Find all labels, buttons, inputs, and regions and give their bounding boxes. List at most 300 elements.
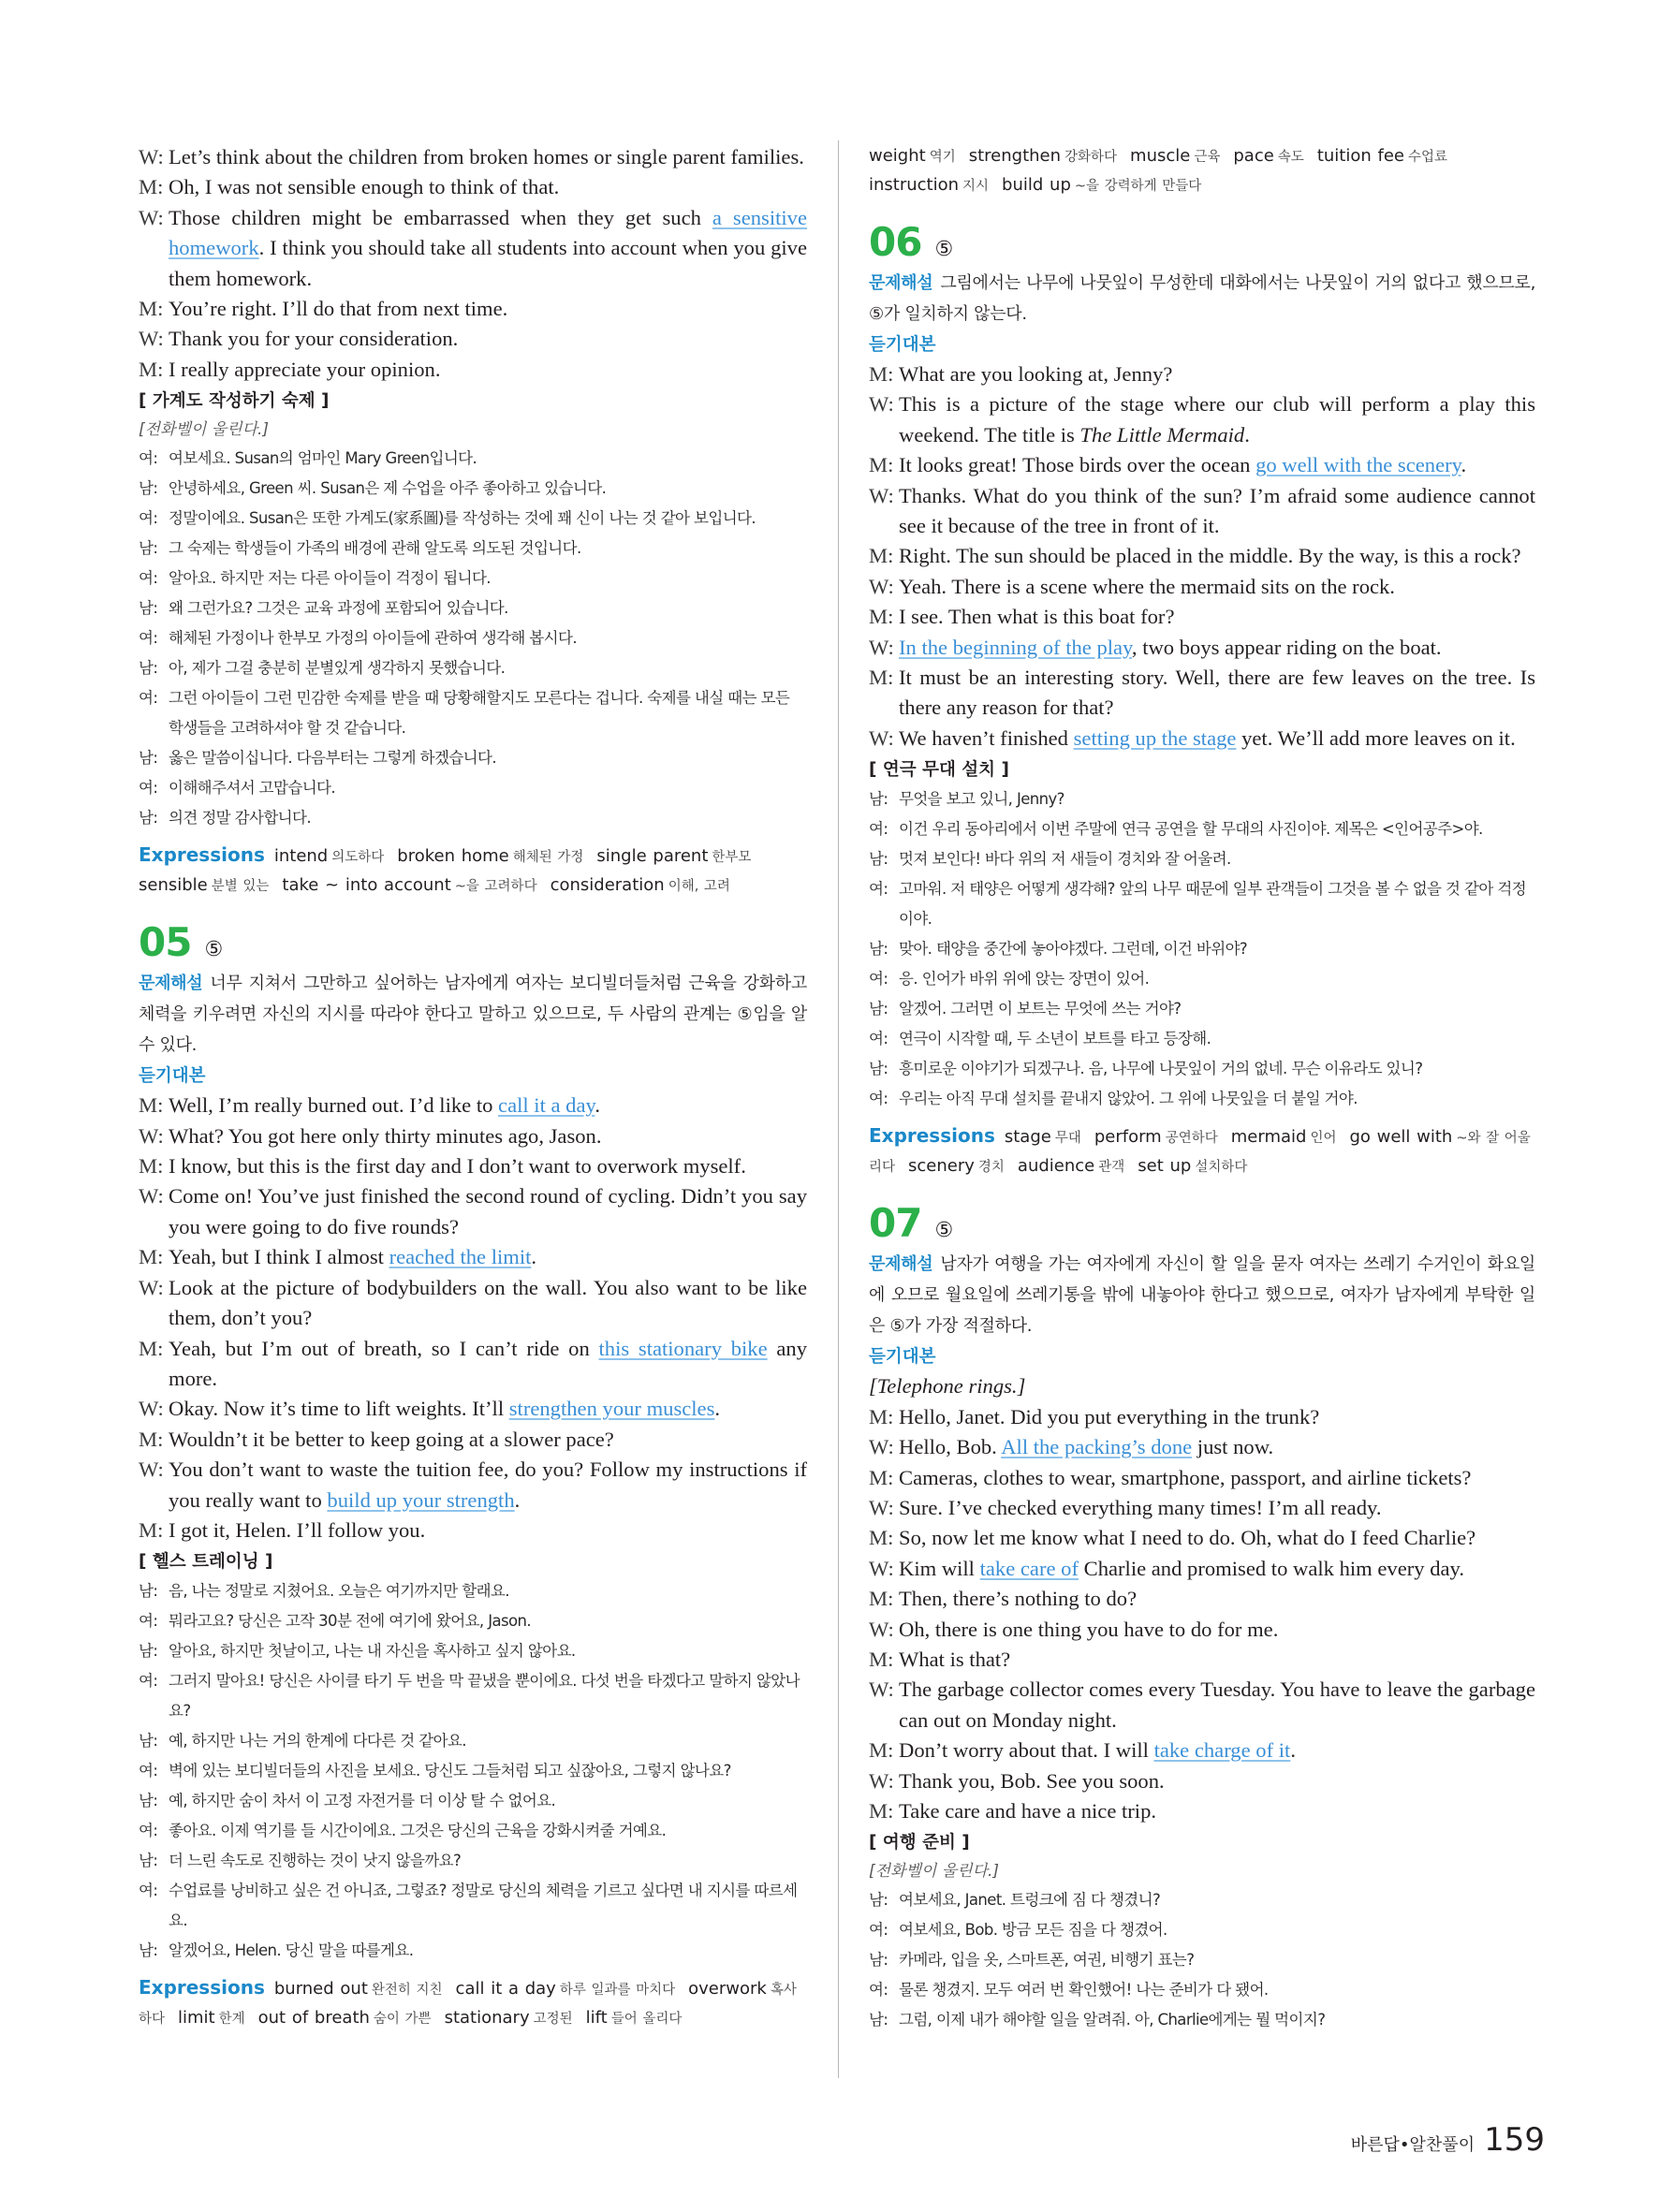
translation-text: 알아요, 하지만 첫날이고, 나는 내 자신을 혹사하고 싶지 않아요. <box>169 1642 576 1661</box>
dialogue-text: In the beginning of the play, two boys appear riding on the boat. <box>899 635 1442 659</box>
dialogue-line <box>139 294 807 324</box>
translation-text: 이건 우리 동아리에서 이번 주말에 연극 공연을 할 무대의 사진이야. 제목은 <인어공주>야. <box>899 820 1483 839</box>
translation-text: 그러지 말아요! 당신은 사이클 타기 두 번을 막 끝냈을 뿐이에요. 다섯 번을 타겠다고 말하지 않았나요? <box>169 1672 800 1721</box>
dialogue-line <box>869 481 1535 542</box>
dialogue-text: The garbage collector comes every Tuesday. You have to leave the garbage can out on Monday night. <box>899 1677 1535 1732</box>
dialogue-text: Don’t worry about that. I will take charge of it. <box>899 1738 1296 1763</box>
column-divider <box>838 140 839 2078</box>
expression-term: go well with <box>1349 1127 1453 1148</box>
translation-line <box>869 1084 1535 1114</box>
q07-translation-title: [ 여행 준비 ] <box>869 1833 970 1853</box>
translation-text: 우리는 아직 무대 설치를 끝내지 않았어. 그 위에 나뭇잎을 더 붙일 거야. <box>899 1090 1358 1108</box>
speaker-label: M: <box>139 1517 164 1542</box>
explanation-text: 너무 지쳐서 그만하고 싶어하는 남자에게 여자는 보디빌더들처럼 근육을 강화하고 체력을 키우려면 자신의 지시를 따라야 한다고 말하고 있으므로, 두 사람의 관계는 ⑤임을 알 수 있다. <box>139 974 807 1056</box>
translation-text: 수업료를 낭비하고 싶은 건 아니죠, 그렇죠? 정말로 당신의 체력을 기르고 싶다면 내 지시를 따르세요. <box>169 1882 798 1930</box>
underlined-phrase: All the packing’s done <box>1001 1435 1193 1459</box>
q05-dialogue <box>139 1091 807 1545</box>
translation-text: 맞아. 태양을 중간에 놓아야겠다. 그런데, 이건 바위야? <box>899 940 1248 959</box>
translation-line <box>139 803 807 833</box>
dialogue-text: I know, but this is the first day and I don’t want to overwork myself. <box>169 1154 746 1179</box>
dialogue-line <box>139 1273 807 1334</box>
expression-meaning: 무대 <box>1054 1131 1081 1147</box>
translation-line <box>869 1054 1535 1084</box>
speaker-label: M: <box>869 362 894 386</box>
translation-text: 연극이 시작할 때, 두 소년이 보트를 타고 등장해. <box>899 1030 1211 1048</box>
speaker-label: M: <box>869 1526 894 1550</box>
q07-stage-direction: [Telephone rings.] <box>869 1374 1026 1399</box>
underlined-phrase: reached the limit <box>389 1245 532 1269</box>
expression-term: set up <box>1138 1156 1192 1177</box>
translation-text: 알아요. 하지만 저는 다른 아이들이 걱정이 됩니다. <box>169 569 491 588</box>
dialogue-line <box>139 1334 807 1395</box>
expression-meaning: 지시 <box>962 179 990 194</box>
dialogue-text: It looks great! Those birds over the ocean go well with the scenery. <box>899 453 1467 477</box>
dialogue-text: Thanks. What do you think of the sun? I’m afraid some audience cannot see it because of the tree in front of it. <box>899 483 1535 538</box>
footer-title: 바른답•알찬풀이 <box>1350 2135 1475 2155</box>
dialogue-line <box>869 602 1535 632</box>
speaker-label: W: <box>869 1556 894 1580</box>
expression-term: strengthen <box>968 146 1062 166</box>
expression-meaning: 관객 <box>1098 1160 1125 1176</box>
translation-line <box>869 934 1535 964</box>
dialogue-line <box>869 541 1535 571</box>
q07-translation <box>869 1885 1535 2035</box>
speaker-label: W: <box>139 1123 164 1148</box>
expression-meaning: 의도하다 <box>331 850 385 866</box>
translation-text: 알겠어요, Helen. 당신 말을 따를게요. <box>169 1941 414 1960</box>
expression-meaning: ~와 잘 어울리다 <box>869 1131 1531 1176</box>
dialogue-text: What? You got here only thirty minutes ago, Jason. <box>169 1123 602 1148</box>
underlined-phrase: strengthen your muscles <box>508 1397 715 1421</box>
dialogue-line <box>139 324 807 354</box>
translation-text: 뭐라고요? 당신은 고작 30분 전에 여기에 왔어요, Jason. <box>169 1612 531 1631</box>
dialogue-line <box>869 1766 1535 1796</box>
question-number: 06 <box>869 219 922 265</box>
speaker-label: M: <box>139 1427 164 1451</box>
speaker-label: 남: <box>139 749 158 768</box>
expression-term: instruction <box>869 175 960 195</box>
underlined-phrase: In the beginning of the play <box>899 635 1132 659</box>
translation-line <box>869 784 1535 814</box>
dialogue-line <box>869 1402 1535 1432</box>
dialogue-line <box>139 1242 807 1272</box>
speaker-label: 여: <box>139 1762 158 1780</box>
speaker-label: M: <box>869 453 894 477</box>
speaker-label: W: <box>869 1677 894 1702</box>
expression-term: sensible <box>139 875 208 896</box>
dialogue-text: Then, there’s nothing to do? <box>899 1587 1138 1611</box>
translation-text: 그런 아이들이 그런 민감한 숙제를 받을 때 당황해할지도 모른다는 겁니다. 숙제를 내실 때는 모든 학생들을 고려하셔야 할 것 같습니다. <box>169 689 790 738</box>
translation-text: 정말이에요. Susan은 또한 가계도(家系圖)를 작성하는 것에 꽤 신이 나는 것 같아 보입니다. <box>169 509 756 528</box>
speaker-label: W: <box>139 327 164 351</box>
expression-meaning: 수업료 <box>1407 150 1447 165</box>
expression-meaning: 경치 <box>977 1160 1005 1176</box>
speaker-label: 여: <box>869 1981 888 2000</box>
speaker-label: 여: <box>869 820 888 839</box>
translation-line <box>869 1915 1535 1945</box>
expression-term: intend <box>273 846 329 867</box>
explanation-label: 문제해설 <box>139 974 203 994</box>
speaker-label: W: <box>869 1768 894 1793</box>
speaker-label: M: <box>869 1738 894 1763</box>
speaker-label: M: <box>139 357 164 381</box>
q06-dialogue <box>869 359 1535 754</box>
speaker-label: 여: <box>869 1090 888 1108</box>
expression-meaning: 공연하다 <box>1165 1131 1218 1147</box>
expression-term: take ~ into account <box>282 875 451 896</box>
translation-line <box>139 683 807 743</box>
translation-text: 그럼, 이제 내가 해야할 일을 알려줘. 아, Charlie에게는 뭘 먹이지? <box>899 2011 1326 2029</box>
speaker-label: W: <box>869 574 894 598</box>
speaker-label: 남: <box>869 1891 888 1910</box>
underlined-phrase: call it a day <box>498 1093 595 1118</box>
expression-meaning: 이해, 고려 <box>668 879 730 895</box>
dialogue-line <box>139 1181 807 1242</box>
translation-text: 좋아요. 이제 역기를 들 시간이에요. 그것은 당신의 근육을 강화시켜줄 거예요. <box>169 1822 667 1840</box>
dialogue-text: Yeah. There is a scene where the mermaid sits on the rock. <box>899 574 1395 598</box>
expression-meaning: 혹사하다 <box>139 1983 797 2028</box>
translation-line <box>869 814 1535 844</box>
q04-translation-direction: [전화벨이 울린다.] <box>139 420 270 440</box>
dialogue-text: Hello, Janet. Did you put everything in the trunk? <box>899 1404 1320 1428</box>
dialogue-line <box>139 1425 807 1455</box>
speaker-label: 남: <box>139 659 158 678</box>
speaker-label: 여: <box>869 1030 888 1048</box>
translation-line <box>139 773 807 803</box>
speaker-label: M: <box>139 1336 164 1360</box>
expression-meaning: ~을 강력하게 만들다 <box>1074 179 1202 194</box>
dialogue-text: Wouldn’t it be better to keep going at a slower pace? <box>169 1427 614 1451</box>
script-label: 듣기대본 <box>869 335 936 355</box>
translation-text: 카메라, 입을 옷, 스마트폰, 여권, 비행기 표는? <box>899 1951 1195 1970</box>
speaker-label: 남: <box>869 850 888 869</box>
speaker-label: 남: <box>139 539 158 558</box>
speaker-label: 남: <box>869 2011 888 2029</box>
expression-term: audience <box>1017 1156 1095 1177</box>
dialogue-line <box>869 359 1535 389</box>
expression-meaning: 속도 <box>1277 150 1304 165</box>
speaker-label: 여: <box>869 880 888 899</box>
q05-translation-title: [ 헬스 트레이닝 ] <box>139 1552 273 1573</box>
dialogue-line <box>139 1455 807 1516</box>
translation-line <box>139 1876 807 1936</box>
speaker-label: 여: <box>139 1882 158 1900</box>
expression-meaning: 근육 <box>1194 150 1221 165</box>
translation-line <box>139 534 807 564</box>
translation-text: 그 숙제는 학생들이 가족의 배경에 관해 알도록 의도된 것입니다. <box>169 539 581 558</box>
dialogue-line <box>869 1615 1535 1645</box>
speaker-label: 여: <box>139 1612 158 1631</box>
speaker-label: M: <box>139 297 164 321</box>
answer-mark: ⑤ <box>934 238 954 261</box>
dialogue-line <box>139 1121 807 1151</box>
translation-text: 벽에 있는 보디빌더들의 사진을 보세요. 당신도 그들처럼 되고 싶잖아요, 그렇지 않나요? <box>169 1762 731 1780</box>
expression-term: call it a day <box>455 1979 556 2000</box>
translation-line <box>869 994 1535 1024</box>
speaker-label: 여: <box>869 1921 888 1940</box>
speaker-label: M: <box>139 1154 164 1179</box>
q05-expressions <box>139 1973 807 2033</box>
underlined-phrase: a sensitive homework <box>169 205 807 260</box>
dialogue-line <box>139 142 807 172</box>
dialogue-line <box>869 1645 1535 1675</box>
dialogue-text: Cameras, clothes to wear, smartphone, passport, and airline tickets? <box>899 1465 1472 1489</box>
speaker-label: 여: <box>139 779 158 798</box>
q04-dialogue <box>139 142 807 385</box>
translation-line <box>139 653 807 683</box>
expression-term: lift <box>585 2008 608 2029</box>
translation-text: 여보세요, Janet. 트렁크에 짐 다 챙겼니? <box>899 1891 1161 1910</box>
translation-line <box>139 1666 807 1726</box>
dialogue-line <box>869 1584 1535 1614</box>
translation-line <box>139 1936 807 1966</box>
expression-term: out of breath <box>257 2008 370 2029</box>
dialogue-line <box>139 1151 807 1181</box>
translation-line <box>139 1606 807 1636</box>
page-number: 159 <box>1484 2121 1545 2159</box>
translation-line <box>139 1576 807 1606</box>
expressions-label: Expressions <box>869 1124 995 1148</box>
speaker-label: 여: <box>139 449 158 468</box>
translation-line <box>139 1726 807 1756</box>
underlined-phrase: take care of <box>979 1556 1079 1580</box>
answer-mark: ⑤ <box>934 1219 954 1243</box>
speaker-label: 여: <box>139 569 158 588</box>
expression-meaning: 한계 <box>218 2012 245 2028</box>
translation-text: 해체된 가정이나 한부모 가정의 아이들에 관하여 생각해 봅시다. <box>169 629 577 648</box>
translation-text: 물론 챙겼지. 모두 여러 번 확인했어! 나는 준비가 다 됐어. <box>899 1981 1269 2000</box>
speaker-label: 남: <box>869 1000 888 1018</box>
expression-term: tuition fee <box>1316 146 1404 166</box>
dialogue-text: You’re right. I’ll do that from next time. <box>169 297 508 321</box>
translation-line <box>139 1756 807 1786</box>
expression-meaning: 하루 일과를 마치다 <box>559 1983 676 1999</box>
dialogue-text: Let’s think about the children from broken homes or single parent families. <box>169 145 804 168</box>
script-label: 듣기대본 <box>139 1066 206 1087</box>
q06-translation <box>869 784 1535 1114</box>
speaker-label: M: <box>869 1465 894 1489</box>
speaker-label: 남: <box>869 940 888 959</box>
q07-explanation <box>869 1249 1535 1341</box>
speaker-label: W: <box>869 635 894 659</box>
speaker-label: 남: <box>139 599 158 618</box>
dialogue-line <box>869 389 1535 450</box>
translation-text: 멋져 보인다! 바다 위의 저 새들이 경치와 잘 어울려. <box>899 850 1231 869</box>
dialogue-text: Kim will take care of Charlie and promised to walk him every day. <box>899 1556 1464 1580</box>
translation-line <box>139 1846 807 1876</box>
dialogue-text: Those children might be embarrassed when they get such a sensitive homework. I think you should take all students into account when you give them homework. <box>169 205 807 290</box>
dialogue-line <box>869 1796 1535 1826</box>
speaker-label: 남: <box>869 1951 888 1970</box>
expression-meaning: 해체된 가정 <box>512 850 584 866</box>
expression-meaning: ~을 고려하다 <box>454 879 537 895</box>
expression-term: overwork <box>688 1979 767 2000</box>
speaker-label: W: <box>869 1617 894 1641</box>
dialogue-text: I really appreciate your opinion. <box>169 357 441 381</box>
expression-term: scenery <box>908 1156 975 1177</box>
speaker-label: M: <box>869 666 894 690</box>
speaker-label: 남: <box>869 790 888 809</box>
dialogue-text: What are you looking at, Jenny? <box>899 362 1173 386</box>
right-column <box>869 142 1535 2035</box>
speaker-label: M: <box>139 175 164 199</box>
dialogue-line <box>139 172 807 202</box>
translation-text: 왜 그런가요? 그것은 교육 과정에 포함되어 있습니다. <box>169 599 508 618</box>
expression-term: pace <box>1233 146 1274 166</box>
underlined-phrase: this stationary bike <box>598 1336 768 1360</box>
translation-text: 응. 인어가 바위 위에 앉는 장면이 있어. <box>899 970 1150 989</box>
dialogue-line <box>869 1463 1535 1493</box>
speaker-label: 남: <box>139 809 158 828</box>
speaker-label: 남: <box>869 1060 888 1078</box>
translation-line <box>139 623 807 653</box>
translation-text: 의견 정말 감사합니다. <box>169 809 311 828</box>
speaker-label: 남: <box>139 1941 158 1960</box>
question-number: 07 <box>869 1200 922 1247</box>
q07-dialogue <box>869 1402 1535 1827</box>
dialogue-line <box>869 1675 1535 1736</box>
q06-header <box>869 219 1535 268</box>
translation-line <box>139 474 807 504</box>
speaker-label: 남: <box>139 1792 158 1810</box>
translation-text: 흥미로운 이야기가 되겠구나. 음, 나무에 나뭇잎이 거의 없네. 무슨 이유라도 있니? <box>899 1060 1423 1078</box>
speaker-label: W: <box>869 725 894 750</box>
q06-expressions <box>869 1121 1535 1181</box>
dialogue-line <box>139 203 807 294</box>
translation-text: 더 느린 속도로 진행하는 것이 낫지 않을까요? <box>169 1852 462 1870</box>
q07-header <box>869 1200 1535 1249</box>
dialogue-text: It must be an interesting story. Well, there are few leaves on the tree. Is there any reason for that? <box>899 666 1535 720</box>
underlined-phrase: build up your strength <box>327 1487 515 1512</box>
expression-term: build up <box>1002 175 1071 195</box>
dialogue-text: I got it, Helen. I’ll follow you. <box>169 1517 426 1542</box>
speaker-label: 여: <box>139 1822 158 1840</box>
translation-line <box>139 444 807 474</box>
translation-line <box>139 1786 807 1816</box>
expression-term: consideration <box>550 875 665 896</box>
translation-text: 아, 제가 그걸 충분히 분별있게 생각하지 못했습니다. <box>169 659 506 678</box>
translation-line <box>869 1975 1535 2005</box>
dialogue-text: Yeah, but I think I almost reached the limit. <box>169 1245 537 1269</box>
translation-line <box>869 1024 1535 1054</box>
expression-term: stage <box>1004 1127 1051 1148</box>
q05-explanation <box>139 968 807 1061</box>
speaker-label: W: <box>139 1275 164 1299</box>
dialogue-line <box>869 450 1535 480</box>
expression-term: muscle <box>1130 146 1191 166</box>
left-column <box>139 142 807 2033</box>
answer-mark: ⑤ <box>204 938 224 962</box>
expression-meaning: 설치하다 <box>1195 1160 1248 1176</box>
dialogue-text: Well, I’m really burned out. I’d like to call it a day. <box>169 1093 600 1118</box>
dialogue-text: Right. The sun should be placed in the middle. By the way, is this a rock? <box>899 544 1521 568</box>
q05-header <box>139 919 807 968</box>
speaker-label: W: <box>869 1435 894 1459</box>
speaker-label: M: <box>869 1587 894 1611</box>
dialogue-text: Oh, there is one thing you have to do for me. <box>899 1617 1279 1641</box>
translation-line <box>869 844 1535 874</box>
translation-line <box>139 564 807 593</box>
speaker-label: 여: <box>139 689 158 708</box>
expression-meaning: 들어 올리다 <box>610 2012 683 2028</box>
question-number: 05 <box>139 919 192 966</box>
translation-text: 안녕하세요, Green 씨. Susan은 제 수업을 아주 좋아하고 있습니다. <box>169 479 607 498</box>
translation-line <box>869 964 1535 994</box>
speaker-label: W: <box>139 1397 164 1421</box>
translation-line <box>869 1885 1535 1915</box>
translation-line <box>139 593 807 623</box>
dialogue-text: Come on! You’ve just finished the second round of cycling. Didn’t you say you were going to do five rounds? <box>169 1184 807 1238</box>
speaker-label: 여: <box>139 509 158 528</box>
dialogue-text: Hello, Bob. All the packing’s done just now. <box>899 1435 1274 1459</box>
expression-term: single parent <box>596 846 709 867</box>
expression-meaning: 인어 <box>1310 1131 1337 1147</box>
expression-meaning: 한부모 <box>712 850 752 866</box>
dialogue-line <box>139 355 807 385</box>
expression-meaning: 완전히 지친 <box>371 1983 443 1999</box>
speaker-label: W: <box>869 1495 894 1519</box>
expression-term: stationary <box>444 2008 530 2029</box>
underlined-phrase: setting up the stage <box>1073 725 1237 750</box>
translation-text: 무엇을 보고 있니, Jenny? <box>899 790 1064 809</box>
explanation-label: 문제해설 <box>869 273 933 293</box>
dialogue-line <box>869 663 1535 724</box>
speaker-label: M: <box>139 1245 164 1269</box>
speaker-label: 남: <box>139 1642 158 1661</box>
dialogue-text: Thank you for your consideration. <box>169 327 459 351</box>
speaker-label: M: <box>869 1647 894 1671</box>
translation-line <box>139 743 807 773</box>
expression-term: burned out <box>273 1979 368 2000</box>
speaker-label: 남: <box>139 1852 158 1870</box>
dialogue-text: I see. Then what is this boat for? <box>899 605 1175 629</box>
speaker-label: 여: <box>139 1672 158 1691</box>
q07-translation-direction: [전화벨이 울린다.] <box>869 1862 1000 1882</box>
expression-meaning: 분별 있는 <box>211 879 270 895</box>
expressions-label: Expressions <box>139 843 265 867</box>
translation-text: 예, 하지만 숨이 차서 이 고정 자전거를 더 이상 탈 수 없어요. <box>169 1792 556 1810</box>
expression-meaning: 강화하다 <box>1064 150 1118 165</box>
underlined-phrase: go well with the scenery <box>1255 453 1461 477</box>
speaker-label: W: <box>869 392 894 417</box>
speaker-label: W: <box>869 483 894 507</box>
translation-text: 옳은 말씀이십니다. 다음부터는 그렇게 하겠습니다. <box>169 749 496 768</box>
expressions-label: Expressions <box>139 1976 265 2000</box>
dialogue-line <box>869 572 1535 602</box>
script-label: 듣기대본 <box>869 1347 936 1368</box>
q05-translation <box>139 1576 807 1966</box>
q05-expressions-continued <box>869 142 1535 200</box>
speaker-label: 여: <box>139 629 158 648</box>
dialogue-line <box>869 1432 1535 1462</box>
expression-term: perform <box>1094 1127 1162 1148</box>
translation-line <box>139 504 807 534</box>
dialogue-text: Okay. Now it’s time to lift weights. It’ll strengthen your muscles. <box>169 1397 721 1421</box>
speaker-label: 여: <box>869 970 888 989</box>
speaker-label: M: <box>869 1798 894 1823</box>
translation-text: 예, 하지만 나는 거의 한계에 다다른 것 같아요. <box>169 1732 466 1751</box>
speaker-label: M: <box>869 605 894 629</box>
speaker-label: W: <box>139 145 164 168</box>
dialogue-line <box>139 1091 807 1121</box>
dialogue-text: Look at the picture of bodybuilders on the wall. You also want to be like them, don’t you? <box>169 1275 807 1330</box>
expression-term: limit <box>178 2008 215 2029</box>
expression-term: mermaid <box>1230 1127 1307 1148</box>
dialogue-text: This is a picture of the stage where our club will perform a play this weekend. The title is The Little Mermaid. <box>899 392 1535 447</box>
speaker-label: M: <box>869 544 894 568</box>
explanation-text: 그림에서는 나무에 나뭇잎이 무성한데 대화에서는 나뭇잎이 거의 없다고 했으므로, ⑤가 일치하지 않는다. <box>869 273 1535 324</box>
expression-meaning: 고정된 <box>533 2012 573 2028</box>
